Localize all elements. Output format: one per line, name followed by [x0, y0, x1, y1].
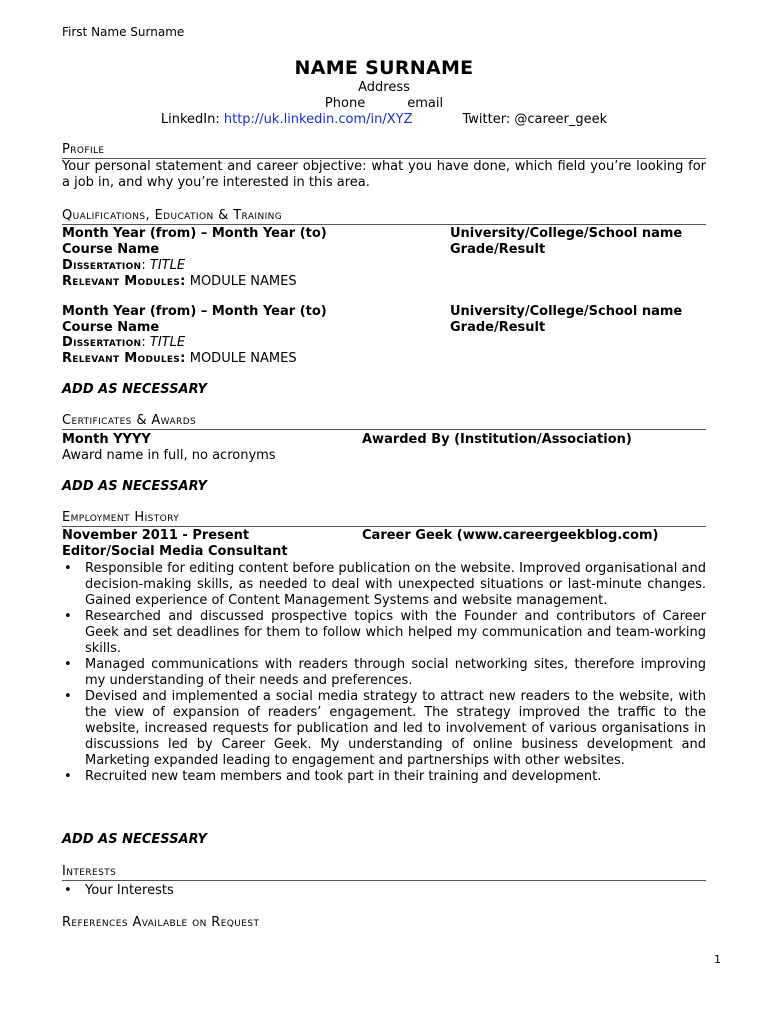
edu-entry-1-modules: [62, 274, 297, 290]
bullet-text: Researched and discussed prospective topics with the Founder and contributors of Career Geek and set deadlines for them to follow which helped my communication and team-working skills.: [85, 609, 706, 656]
dissertation-label: Dissertation: [62, 258, 142, 273]
interest-text: Your Interests: [85, 883, 174, 898]
linkedin-link[interactable]: http://uk.linkedin.com/in/XYZ: [223, 112, 413, 127]
edu-entry-2-row-2: [62, 320, 706, 336]
certificate-row: [62, 432, 706, 448]
edu-institution: University/College/School name: [450, 226, 683, 241]
list-item: • Recruited new team members and took part in their training and development.: [64, 769, 602, 784]
profile-text: Your personal statement and career objective: what you have done, which field you’re looking for a job in, and why you’re interested in this area.: [62, 159, 706, 190]
edu-course: Course Name: [62, 320, 160, 335]
education-section: [62, 208, 706, 225]
list-item: • Researched and discussed prospective topics with the Founder and contributors of Career Geek and set deadlines for them to follow which helped my communication and team-working skills.: [64, 609, 706, 656]
certificates-add-note: ADD AS NECESSARY: [62, 479, 207, 494]
education-add-note: ADD AS NECESSARY: [62, 382, 207, 397]
references-section: [62, 915, 706, 931]
edu-course: Course Name: [62, 242, 160, 257]
dissertation-title: TITLE: [149, 258, 186, 273]
candidate-name: NAME SURNAME: [294, 57, 474, 79]
employment-row: [62, 528, 706, 544]
running-header: First Name Surname: [62, 25, 185, 39]
edu-entry-1-row-2: [62, 242, 706, 258]
employment-heading: Employment History: [62, 510, 706, 527]
employment-bullets: [62, 561, 706, 785]
certificate-awarded-by: Awarded By (Institution/Association): [362, 432, 632, 447]
edu-entry-2-dissertation: Dissertation: TITLE: [62, 335, 186, 350]
list-item: • Devised and implemented a social media strategy to attract new readers to the website, with the view of expansion of readers’ engagement. The strategy improved the traffic to the website, increased requests for publication and led to involvement of various organisations in discussions led by Career Geek. My understanding of online business development and Marketing expanded leading to engagement and partnerships with other websites.: [64, 689, 706, 768]
edu-dates: Month Year (from) – Month Year (to): [62, 304, 327, 319]
modules-label: Relevant Modules:: [62, 351, 186, 366]
employment-role: Editor/Social Media Consultant: [62, 544, 288, 559]
interests-heading: Interests: [62, 864, 706, 881]
employer-name: Career Geek (www.careergeekblog.com): [362, 528, 659, 543]
references-heading: References Available on Request: [62, 915, 260, 930]
edu-grade: Grade/Result: [450, 242, 546, 257]
social-line: [62, 112, 706, 127]
employment-section: [62, 510, 706, 527]
phone-email-line: [62, 96, 706, 111]
edu-entry-1-row-1: [62, 226, 706, 242]
dissertation-title: TITLE: [149, 335, 186, 350]
edu-institution: University/College/School name: [450, 304, 683, 319]
employment-dates: November 2011 - Present: [62, 528, 250, 543]
modules-label: Relevant Modules:: [62, 274, 186, 289]
dissertation-label: Dissertation: [62, 335, 142, 350]
certificate-date: Month YYYY: [62, 432, 151, 447]
employment-add-note: ADD AS NECESSARY: [62, 832, 207, 847]
bullet-text: Managed communications with readers through social networking sites, therefore improving my understanding of their needs and preferences.: [85, 657, 706, 688]
certificate-award: Award name in full, no acronyms: [62, 448, 276, 463]
twitter-handle: Twitter: @career_geek: [462, 112, 608, 127]
list-item: • Managed communications with readers through social networking sites, therefore improving my understanding of their needs and preferences.: [64, 657, 706, 688]
education-heading: Qualifications, Education & Training: [62, 208, 706, 225]
list-item: • Responsible for editing content before publication on the website. Improved organisational and decision-making skills, as needed to deal with unexpected situations or last-minute changes. Gained experience of Content Management Systems and website management.: [64, 561, 706, 608]
bullet-text: Devised and implemented a social media strategy to attract new readers to the website, with the view of expansion of readers’ engagement. The strategy improved the traffic to the website, increased requests for publication and led to involvement of various organisations in discussions led by Career Geek. My understanding of online business development and Marketing expanded leading to engagement and partnerships with other websites.: [85, 689, 706, 768]
edu-entry-2-modules: [62, 351, 297, 367]
bullet-text: Recruited new team members and took part in their training and development.: [85, 769, 602, 784]
phone: Phone: [324, 96, 366, 111]
interests-section: [62, 864, 706, 899]
certificates-heading: Certificates & Awards: [62, 413, 706, 430]
address: Address: [358, 80, 410, 95]
profile-section: [62, 142, 706, 191]
page-number: 1: [714, 953, 721, 966]
edu-entry-1-dissertation: Dissertation: TITLE: [62, 258, 186, 273]
email: email: [407, 96, 444, 111]
edu-entry-2-row-1: [62, 304, 706, 320]
list-item: • Your Interests: [64, 883, 174, 898]
edu-grade: Grade/Result: [450, 320, 546, 335]
certificates-section: [62, 413, 706, 430]
bullet-text: Responsible for editing content before publication on the website. Improved organisational and decision-making skills, as needed to deal with unexpected situations or last-minute changes. Gained experience of Content Management Systems and website management.: [85, 561, 706, 608]
profile-heading: Profile: [62, 142, 706, 159]
module-names: MODULE NAMES: [189, 351, 297, 366]
edu-dates: Month Year (from) – Month Year (to): [62, 226, 327, 241]
module-names: MODULE NAMES: [189, 274, 297, 289]
linkedin-label: LinkedIn:: [160, 112, 224, 127]
